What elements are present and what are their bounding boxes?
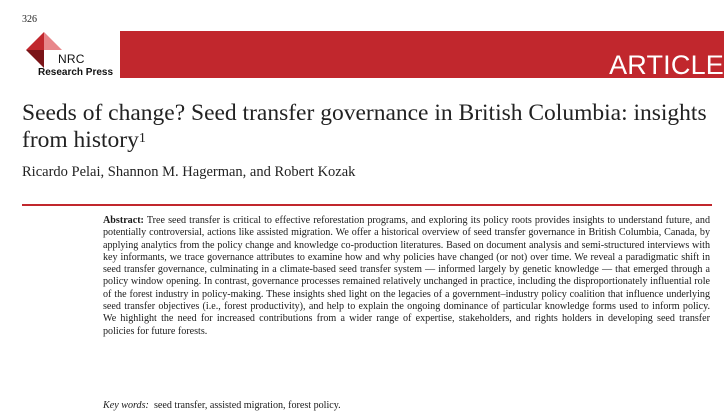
article-type-label: ARTICLE: [609, 50, 724, 80]
keywords-text: seed transfer, assisted migration, forest policy.: [153, 400, 341, 411]
logo-text-press: Research Press: [38, 67, 114, 78]
page-number: 326: [22, 14, 37, 25]
article-title-text: Seeds of change? Seed transfer governance in British Columbia: insights from history: [22, 100, 707, 153]
article-title: [22, 100, 712, 154]
logo-text-nrc: NRC: [58, 52, 85, 66]
keywords: [103, 400, 341, 411]
article-banner: [120, 31, 724, 78]
title-footnote-marker[interactable]: 1: [138, 131, 146, 146]
author-list: Ricardo Pelai, Shannon M. Hagerman, and Robert Kozak: [22, 164, 356, 180]
abstract: [103, 215, 710, 338]
header-divider: [22, 204, 712, 206]
abstract-label: Abstract:: [103, 215, 144, 226]
keywords-label: Key words:: [103, 400, 149, 411]
abstract-text: Tree seed transfer is critical to effective reforestation programs, and exploring its policy roots provides insights to understand future, and potentially controversial, actions like assisted migration. We offer a historical overview of seed transfer governance in British Columbia, Canada, by applying analytics from the policy change and knowledge co-production literatures. Based on document analysis and semi-structured interviews with key informants, we trace governance attributes to examine how and why policies have changed (or not) over time. We reveal a paradigmatic shift in seed transfer governance, culminating in a climate-based seed transfer system — informed largely by genetic knowledge — that emerged through a policy window opening. In contrast, governance processes remained relatively unchanged in practice, including the disproportionately influential role of the forest industry in policy-making. These insights shed light on the legacies of a government–industry policy coalition that influence underlying seed transfer objectives (i.e., forest productivity), and help to explain the ongoing dominance of particular knowledge forms used to inform policy. We highlight the need for increased contributions from a wider range of expertise, stakeholders, and rights holders in developing seed transfer policies for future forests.: [103, 215, 710, 337]
